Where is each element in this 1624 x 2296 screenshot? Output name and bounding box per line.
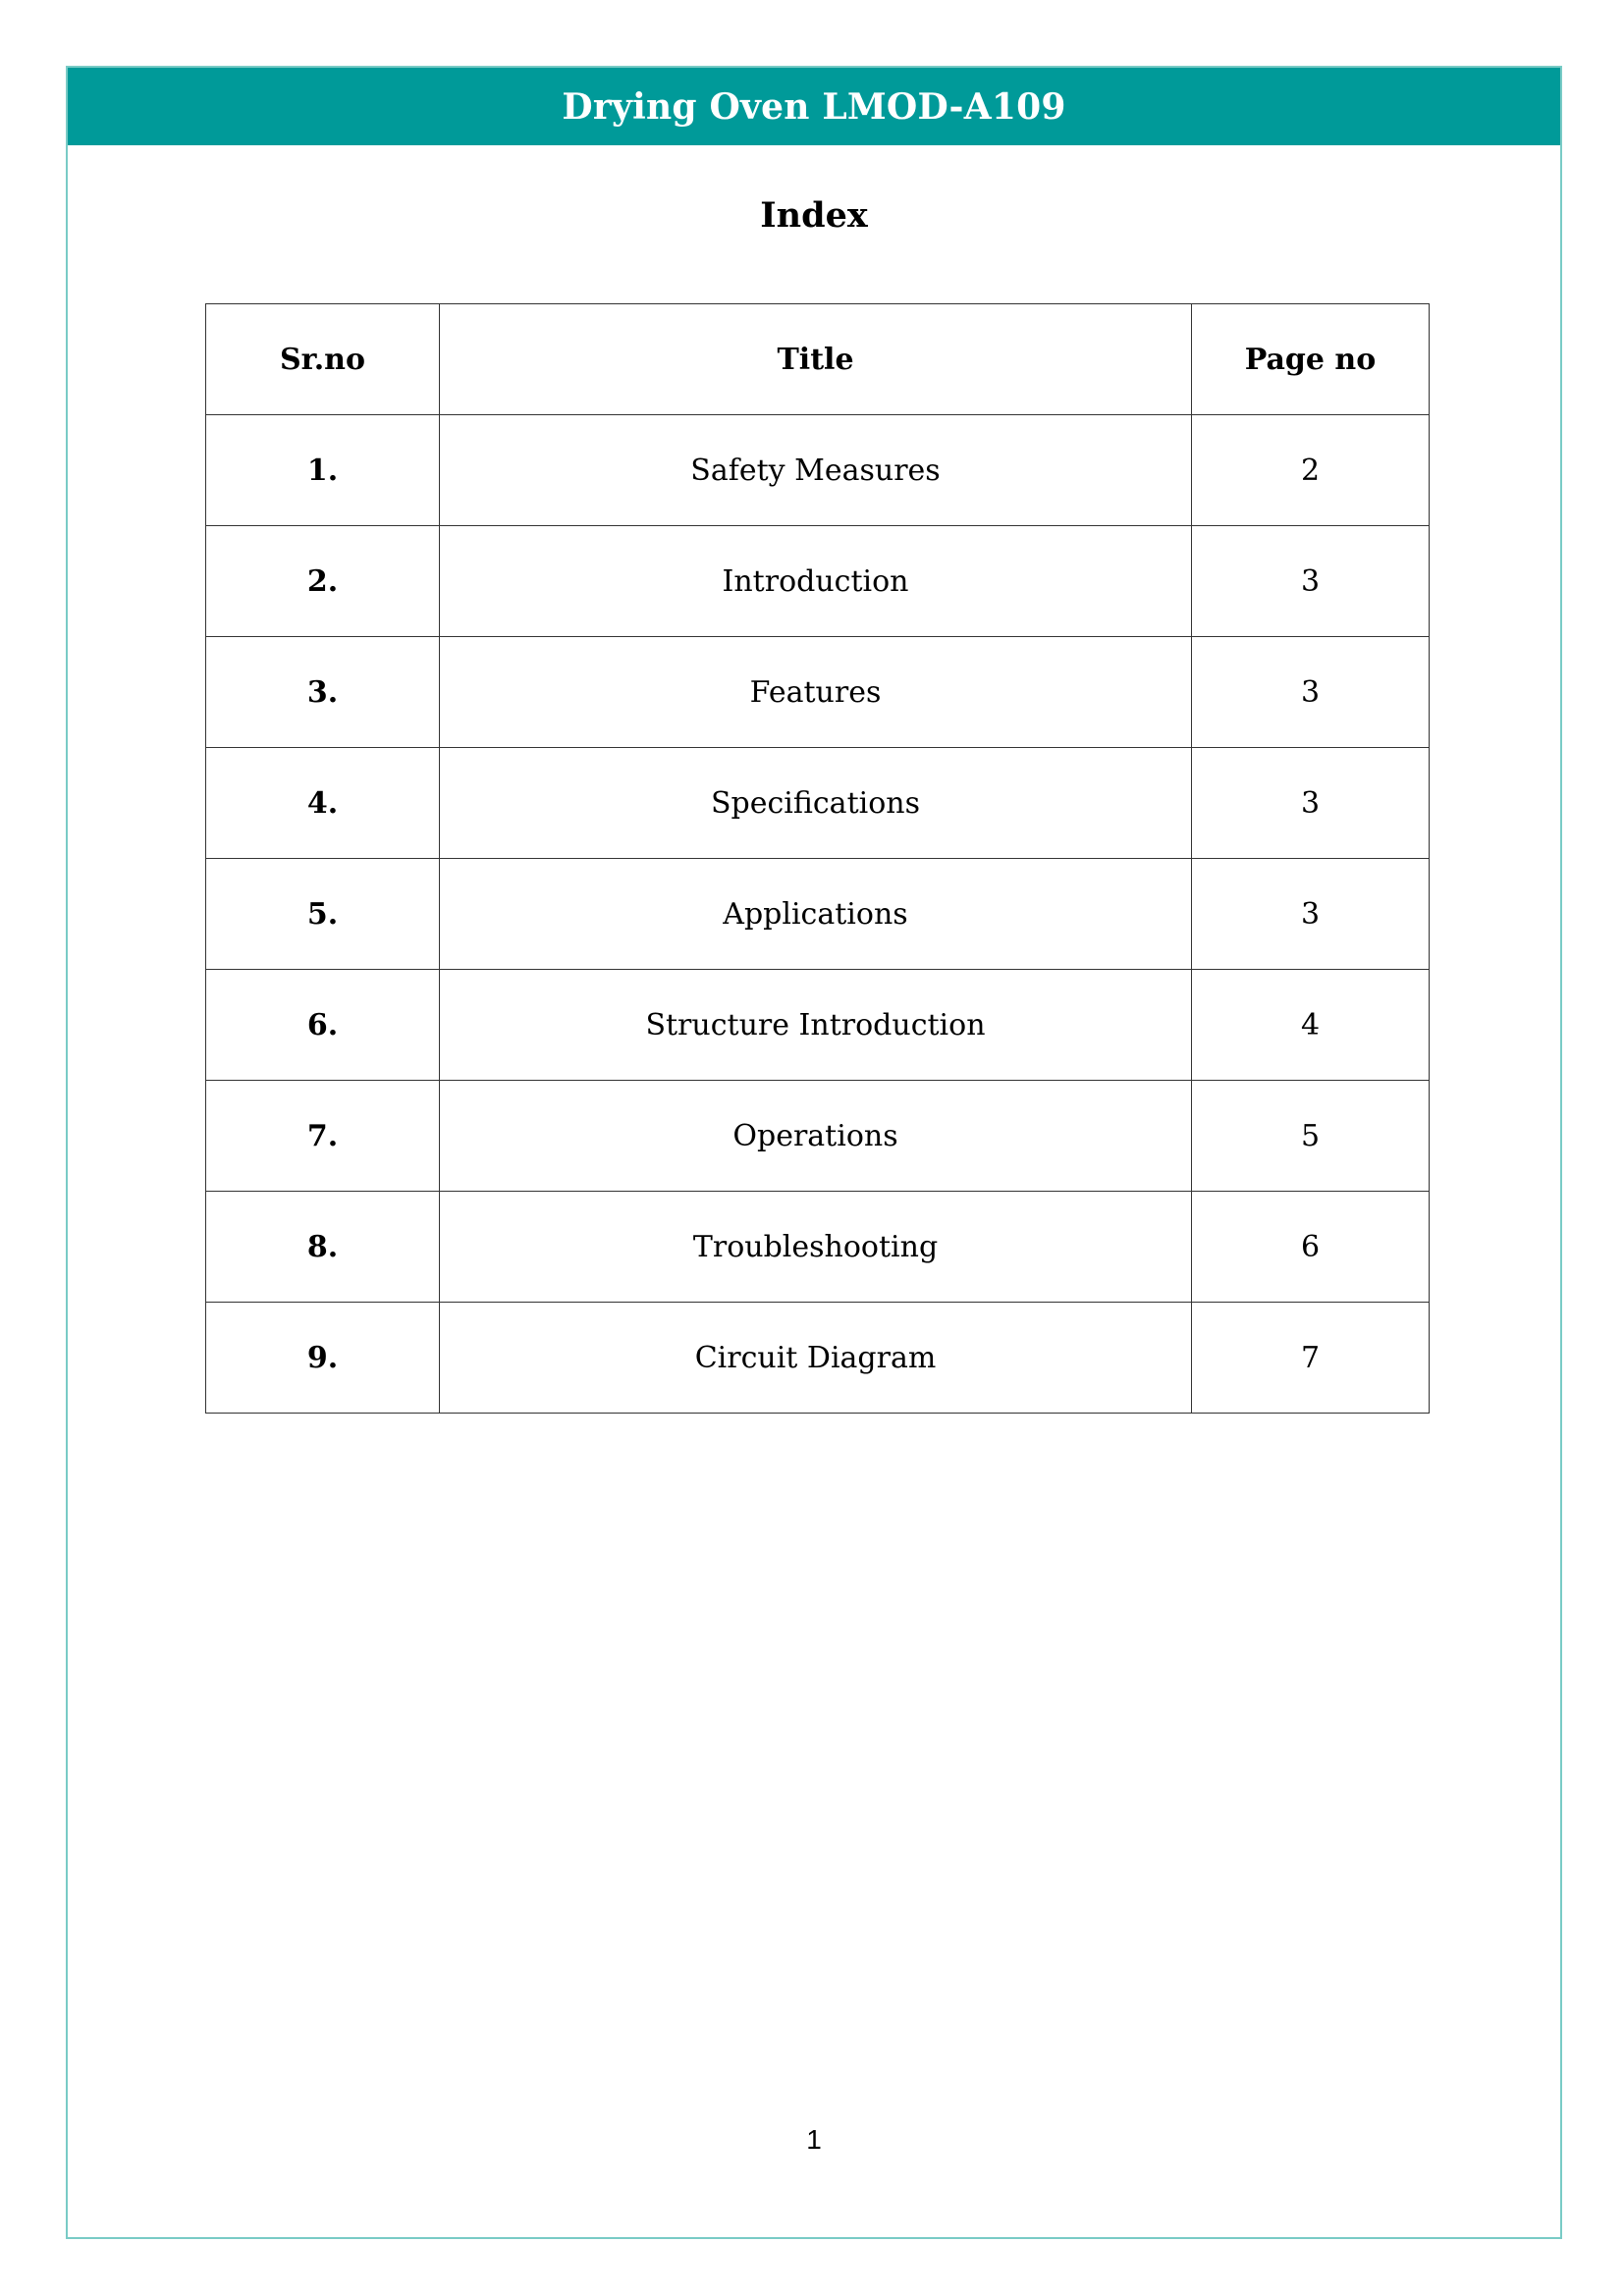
table-row <box>206 1192 1430 1303</box>
row-page: 5 <box>1192 1081 1430 1192</box>
row-title: Applications <box>440 859 1192 970</box>
row-title: Introduction <box>440 526 1192 637</box>
table-row <box>206 748 1430 859</box>
document-title: Drying Oven LMOD-A109 <box>562 85 1066 128</box>
row-page: 7 <box>1192 1303 1430 1414</box>
row-title: Operations <box>440 1081 1192 1192</box>
column-header-title: Title <box>440 304 1192 415</box>
row-page: 3 <box>1192 526 1430 637</box>
row-page: 3 <box>1192 637 1430 748</box>
row-page: 6 <box>1192 1192 1430 1303</box>
row-srno: 9. <box>206 1303 440 1414</box>
table-row <box>206 859 1430 970</box>
table-row <box>206 1081 1430 1192</box>
row-srno: 3. <box>206 637 440 748</box>
page-number: 1 <box>806 2124 822 2155</box>
row-srno: 4. <box>206 748 440 859</box>
table-row <box>206 1303 1430 1414</box>
row-title: Specifications <box>440 748 1192 859</box>
document-header <box>68 68 1560 145</box>
row-srno: 2. <box>206 526 440 637</box>
table-row <box>206 526 1430 637</box>
row-srno: 1. <box>206 415 440 526</box>
row-srno: 6. <box>206 970 440 1081</box>
page-frame <box>66 66 1562 2239</box>
row-page: 4 <box>1192 970 1430 1081</box>
row-title: Circuit Diagram <box>440 1303 1192 1414</box>
column-header-page: Page no <box>1192 304 1430 415</box>
index-heading: Index <box>760 195 868 236</box>
row-page: 3 <box>1192 748 1430 859</box>
row-title: Features <box>440 637 1192 748</box>
row-page: 3 <box>1192 859 1430 970</box>
row-srno: 7. <box>206 1081 440 1192</box>
table-row <box>206 970 1430 1081</box>
row-page: 2 <box>1192 415 1430 526</box>
table-row <box>206 637 1430 748</box>
row-title: Troubleshooting <box>440 1192 1192 1303</box>
table-row <box>206 415 1430 526</box>
row-srno: 5. <box>206 859 440 970</box>
row-srno: 8. <box>206 1192 440 1303</box>
row-title: Structure Introduction <box>440 970 1192 1081</box>
index-table <box>205 303 1430 1414</box>
table-header-row <box>206 304 1430 415</box>
row-title: Safety Measures <box>440 415 1192 526</box>
column-header-srno: Sr.no <box>206 304 440 415</box>
